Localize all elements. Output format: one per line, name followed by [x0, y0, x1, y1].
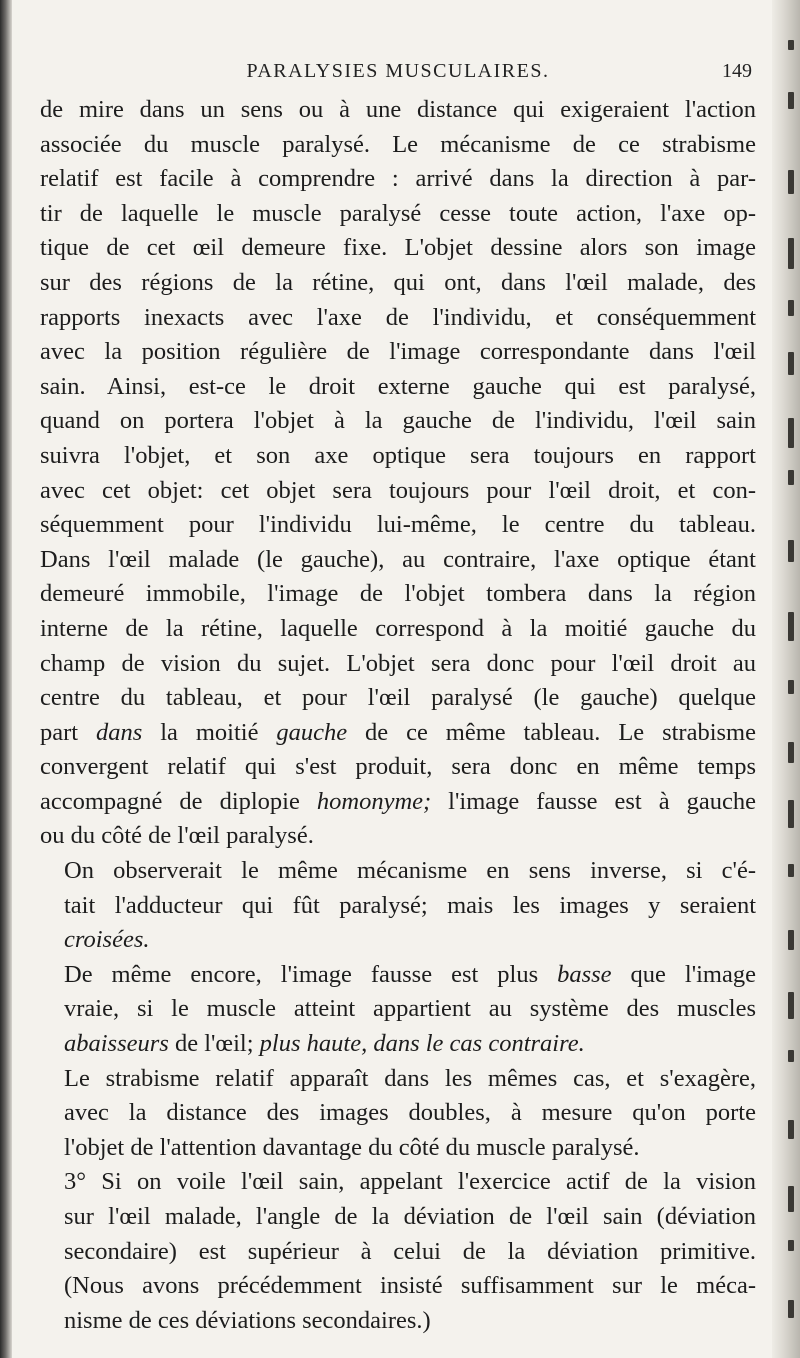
text-line: sur l'œil malade, l'angle de la déviation de l'œil sain (déviation [64, 1203, 756, 1230]
paragraph [40, 93, 756, 854]
page-edge-mark [788, 470, 794, 485]
text-line: tir de laquelle le muscle paralysé cesse toute action, l'axe op- [40, 199, 756, 227]
text-line: rapports inexacts avec l'axe de l'individu, et conséquemment [40, 303, 756, 331]
page-edge-mark [788, 300, 794, 316]
page-edge-mark [788, 418, 794, 448]
text-line: avec cet objet: cet objet sera toujours pour l'œil droit, et con- [40, 476, 756, 504]
page-edge-mark [788, 680, 794, 694]
paragraph [40, 1165, 756, 1338]
page-edge-mark [788, 238, 794, 269]
text-line: abaisseurs de l'œil; plus haute, dans le cas contraire. [64, 1030, 585, 1058]
text-line: vraie, si le muscle atteint appartient au système des muscles [64, 995, 756, 1023]
page-edge-mark [788, 992, 794, 1019]
page-edge-mark [788, 742, 794, 763]
text-line: croisées. [64, 926, 150, 954]
text-line: associée du muscle paralysé. Le mécanisme de ce strabisme [40, 130, 756, 158]
page-edge-mark [788, 40, 794, 50]
paragraph [40, 1062, 756, 1166]
body-text [40, 93, 756, 1338]
text-line: part dans la moitié gauche de ce même tableau. Le strabisme [40, 718, 756, 746]
page-edge-mark [788, 1050, 794, 1062]
text-line: On observerait le même mécanisme en sens inverse, si c'é- [64, 857, 756, 885]
running-header [40, 56, 756, 86]
page-edge-mark [788, 1186, 794, 1212]
text-line: ou du côté de l'œil paralysé. [40, 822, 314, 850]
text-line: avec la distance des images doubles, à mesure qu'on porte [64, 1099, 756, 1127]
page-edge-mark [788, 1120, 794, 1139]
paragraph [40, 854, 756, 958]
text-line: Dans l'œil malade (le gauche), au contraire, l'axe optique étant [40, 545, 756, 573]
running-header-title: PARALYSIES MUSCULAIRES. [246, 60, 550, 82]
text-line: champ de vision du sujet. L'objet sera donc pour l'œil droit au [40, 649, 756, 677]
page-edge-mark [788, 800, 794, 828]
book-binding-shadow [0, 0, 12, 1358]
text-line: accompagné de diplopie homonyme; l'image fausse est à gauche [40, 787, 756, 815]
text-line: l'objet de l'attention davantage du côté du muscle paralysé. [64, 1133, 640, 1161]
page-edge-mark [788, 92, 794, 109]
text-line: suivra l'objet, et son axe optique sera toujours en rapport [40, 441, 756, 469]
text-line: interne de la rétine, laquelle correspond à la moitié gauche du [40, 614, 756, 642]
text-line: sur des régions de la rétine, qui ont, dans l'œil malade, des [40, 268, 756, 296]
paragraph [40, 958, 756, 1062]
page-edge-mark [788, 352, 794, 375]
text-line: convergent relatif qui s'est produit, sera donc en même temps [40, 753, 756, 781]
text-line: Le strabisme relatif apparaît dans les mêmes cas, et s'exagère, [64, 1064, 756, 1092]
text-line: tait l'adducteur qui fût paralysé; mais les images y seraient [64, 891, 756, 919]
page-edge-mark [788, 612, 794, 641]
text-line: relatif est facile à comprendre : arrivé dans la direction à par- [40, 165, 756, 193]
text-line: centre du tableau, et pour l'œil paralysé (le gauche) quelque [40, 684, 756, 712]
page-edge-mark [788, 930, 794, 950]
text-line: sain. Ainsi, est-ce le droit externe gauche qui est paralysé, [40, 372, 756, 400]
page-edge-mark [788, 1300, 794, 1318]
text-line: séquemment pour l'individu lui-même, le centre du tableau. [40, 511, 756, 539]
text-line: (Nous avons précédemment insisté suffisamment sur le méca- [64, 1272, 756, 1300]
text-line: secondaire) est supérieur à celui de la déviation primitive. [64, 1237, 756, 1265]
text-line: 3° Si on voile l'œil sain, appelant l'exercice actif de la vision [64, 1168, 756, 1196]
page-number: 149 [722, 60, 752, 82]
text-line: quand on portera l'objet à la gauche de l'individu, l'œil sain [40, 407, 756, 435]
page-edge-mark [788, 170, 794, 194]
text-line: de mire dans un sens ou à une distance qui exigeraient l'action [40, 96, 756, 123]
text-line: tique de cet œil demeure fixe. L'objet dessine alors son image [40, 234, 756, 262]
text-line: nisme de ces déviations secondaires.) [64, 1306, 431, 1334]
page-edge-mark [788, 864, 794, 877]
text-line: De même encore, l'image fausse est plus basse que l'image [64, 960, 756, 988]
text-line: avec la position régulière de l'image correspondante dans l'œil [40, 338, 756, 366]
text-line: demeuré immobile, l'image de l'objet tombera dans la région [40, 580, 756, 608]
page-edge-mark [788, 540, 794, 562]
page-edge-mark [788, 1240, 794, 1251]
adjacent-page-edge [772, 0, 800, 1358]
